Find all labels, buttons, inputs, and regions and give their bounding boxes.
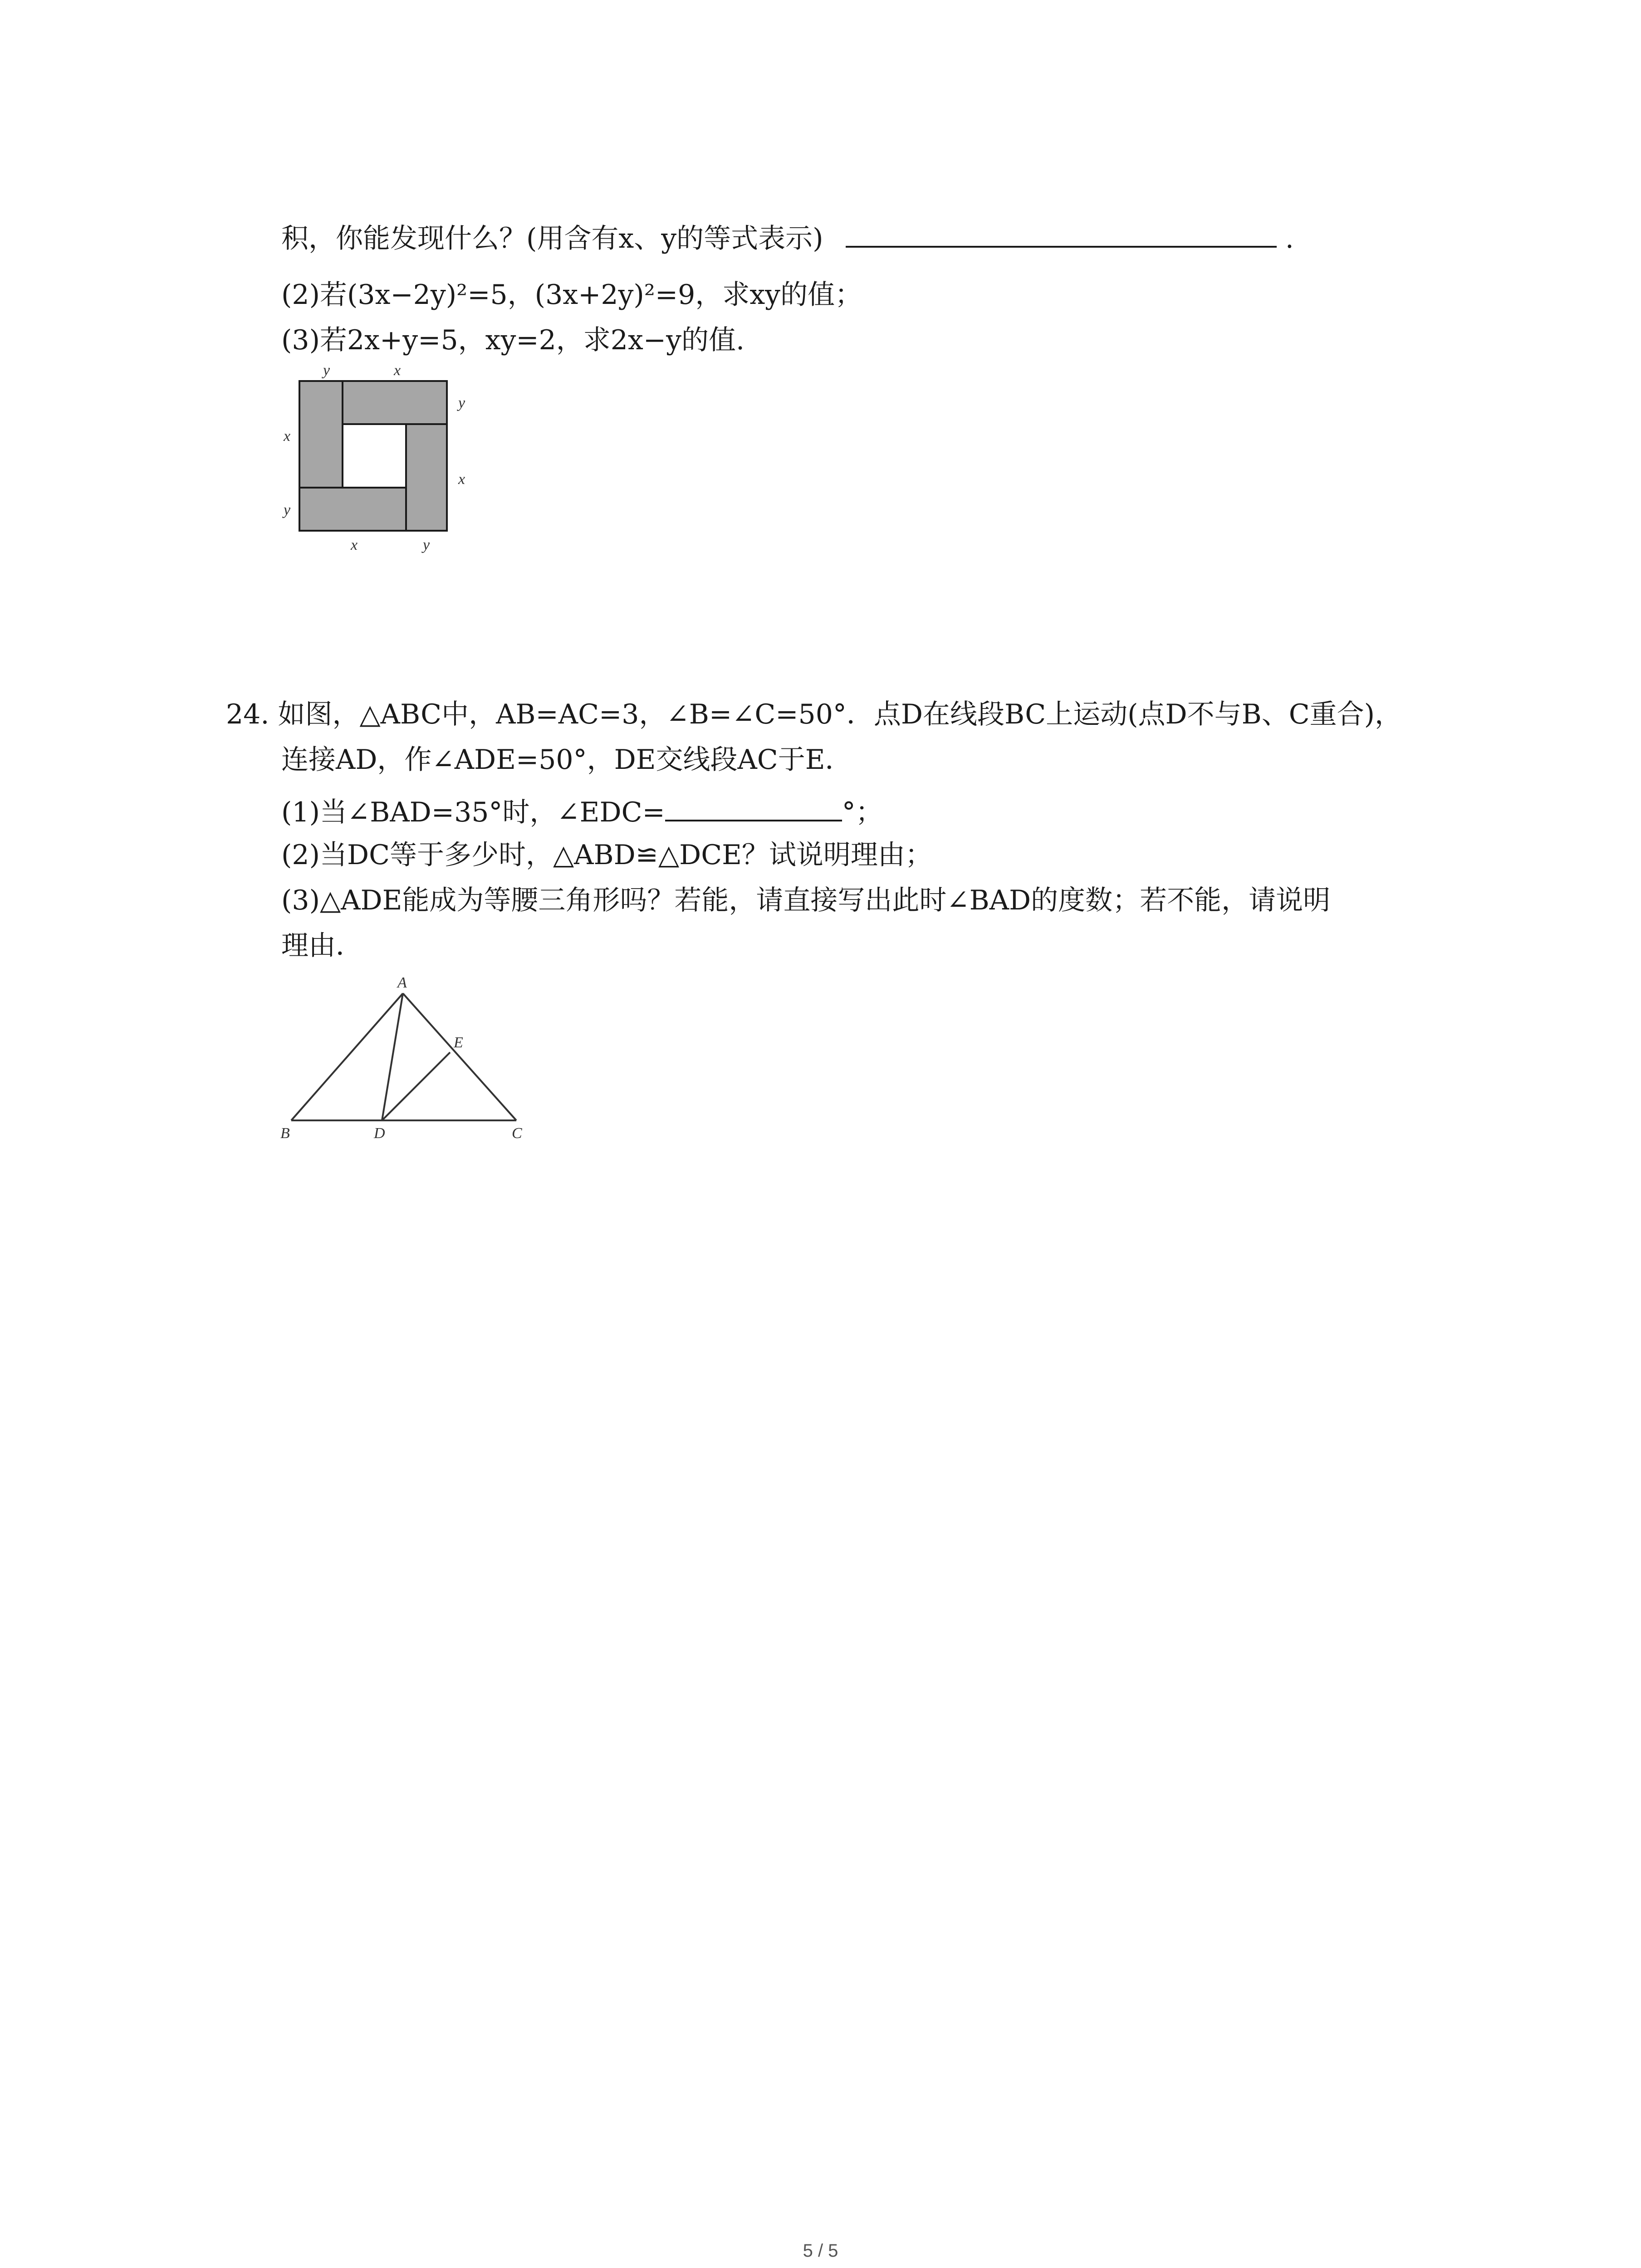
label-left-x: x: [284, 428, 291, 445]
q23-line-2: (2)若(3x−2y)²=5，(3x+2y)²=9，求xy的值；: [281, 279, 862, 311]
q23-line-1-period: .: [1285, 223, 1294, 254]
label-left-y: y: [284, 502, 291, 518]
vertex-C: C: [512, 1125, 522, 1142]
segment-AB: [291, 993, 403, 1120]
label-top-x: x: [394, 362, 401, 379]
q23-line-3: (3)若2x+y=5，xy=2，求2x−y的值.: [281, 324, 745, 356]
vertex-A: A: [397, 974, 407, 991]
vertex-B: B: [280, 1125, 290, 1142]
q24-line-1: 24. 如图，△ABC中，AB=AC=3，∠B=∠C=50°．点D在线段BC上运动(点D不与B、C重合)，: [226, 699, 1402, 730]
q24-line-6: 理由．: [281, 930, 363, 962]
vertex-D: D: [374, 1125, 385, 1142]
inner-square: [343, 424, 406, 488]
q23-line-1-text: 积，你能发现什么？(用含有x、y的等式表示): [281, 223, 823, 254]
label-right-x: x: [458, 471, 465, 488]
q24-triangle-figure: [281, 984, 535, 1148]
q24-line-3: [281, 792, 883, 831]
q24-line-2: 连接AD，作∠ADE=50°，DE交线段AC于E．: [281, 744, 852, 776]
q23-answer-blank[interactable]: [846, 218, 1277, 248]
rect-left: [299, 381, 343, 488]
vertex-E: E: [454, 1034, 463, 1051]
q24-line-4: (2)当DC等于多少时，△ABD≌△DCE？试说明理由；: [281, 839, 932, 871]
label-bottom-y: y: [423, 537, 430, 553]
label-right-top-y: y: [458, 395, 465, 411]
rect-bottom: [299, 488, 406, 531]
label-top-y: y: [323, 362, 330, 379]
rect-top: [343, 381, 447, 424]
q24-line-3-prefix: (1)当∠BAD=35°时，∠EDC=: [281, 797, 665, 828]
q24-answer-blank[interactable]: [665, 792, 842, 821]
page-number: 5 / 5: [803, 2241, 838, 2261]
q24-line-5: (3)△ADE能成为等腰三角形吗？若能，请直接写出此时∠BAD的度数；若不能，请说明: [281, 885, 1331, 916]
rect-right: [406, 424, 447, 531]
q23-line-1: [281, 218, 1294, 257]
q23-square-figure: [295, 376, 485, 540]
label-bottom-x: x: [351, 537, 358, 553]
segment-AC: [403, 993, 516, 1120]
q24-line-3-suffix: °；: [842, 797, 883, 828]
